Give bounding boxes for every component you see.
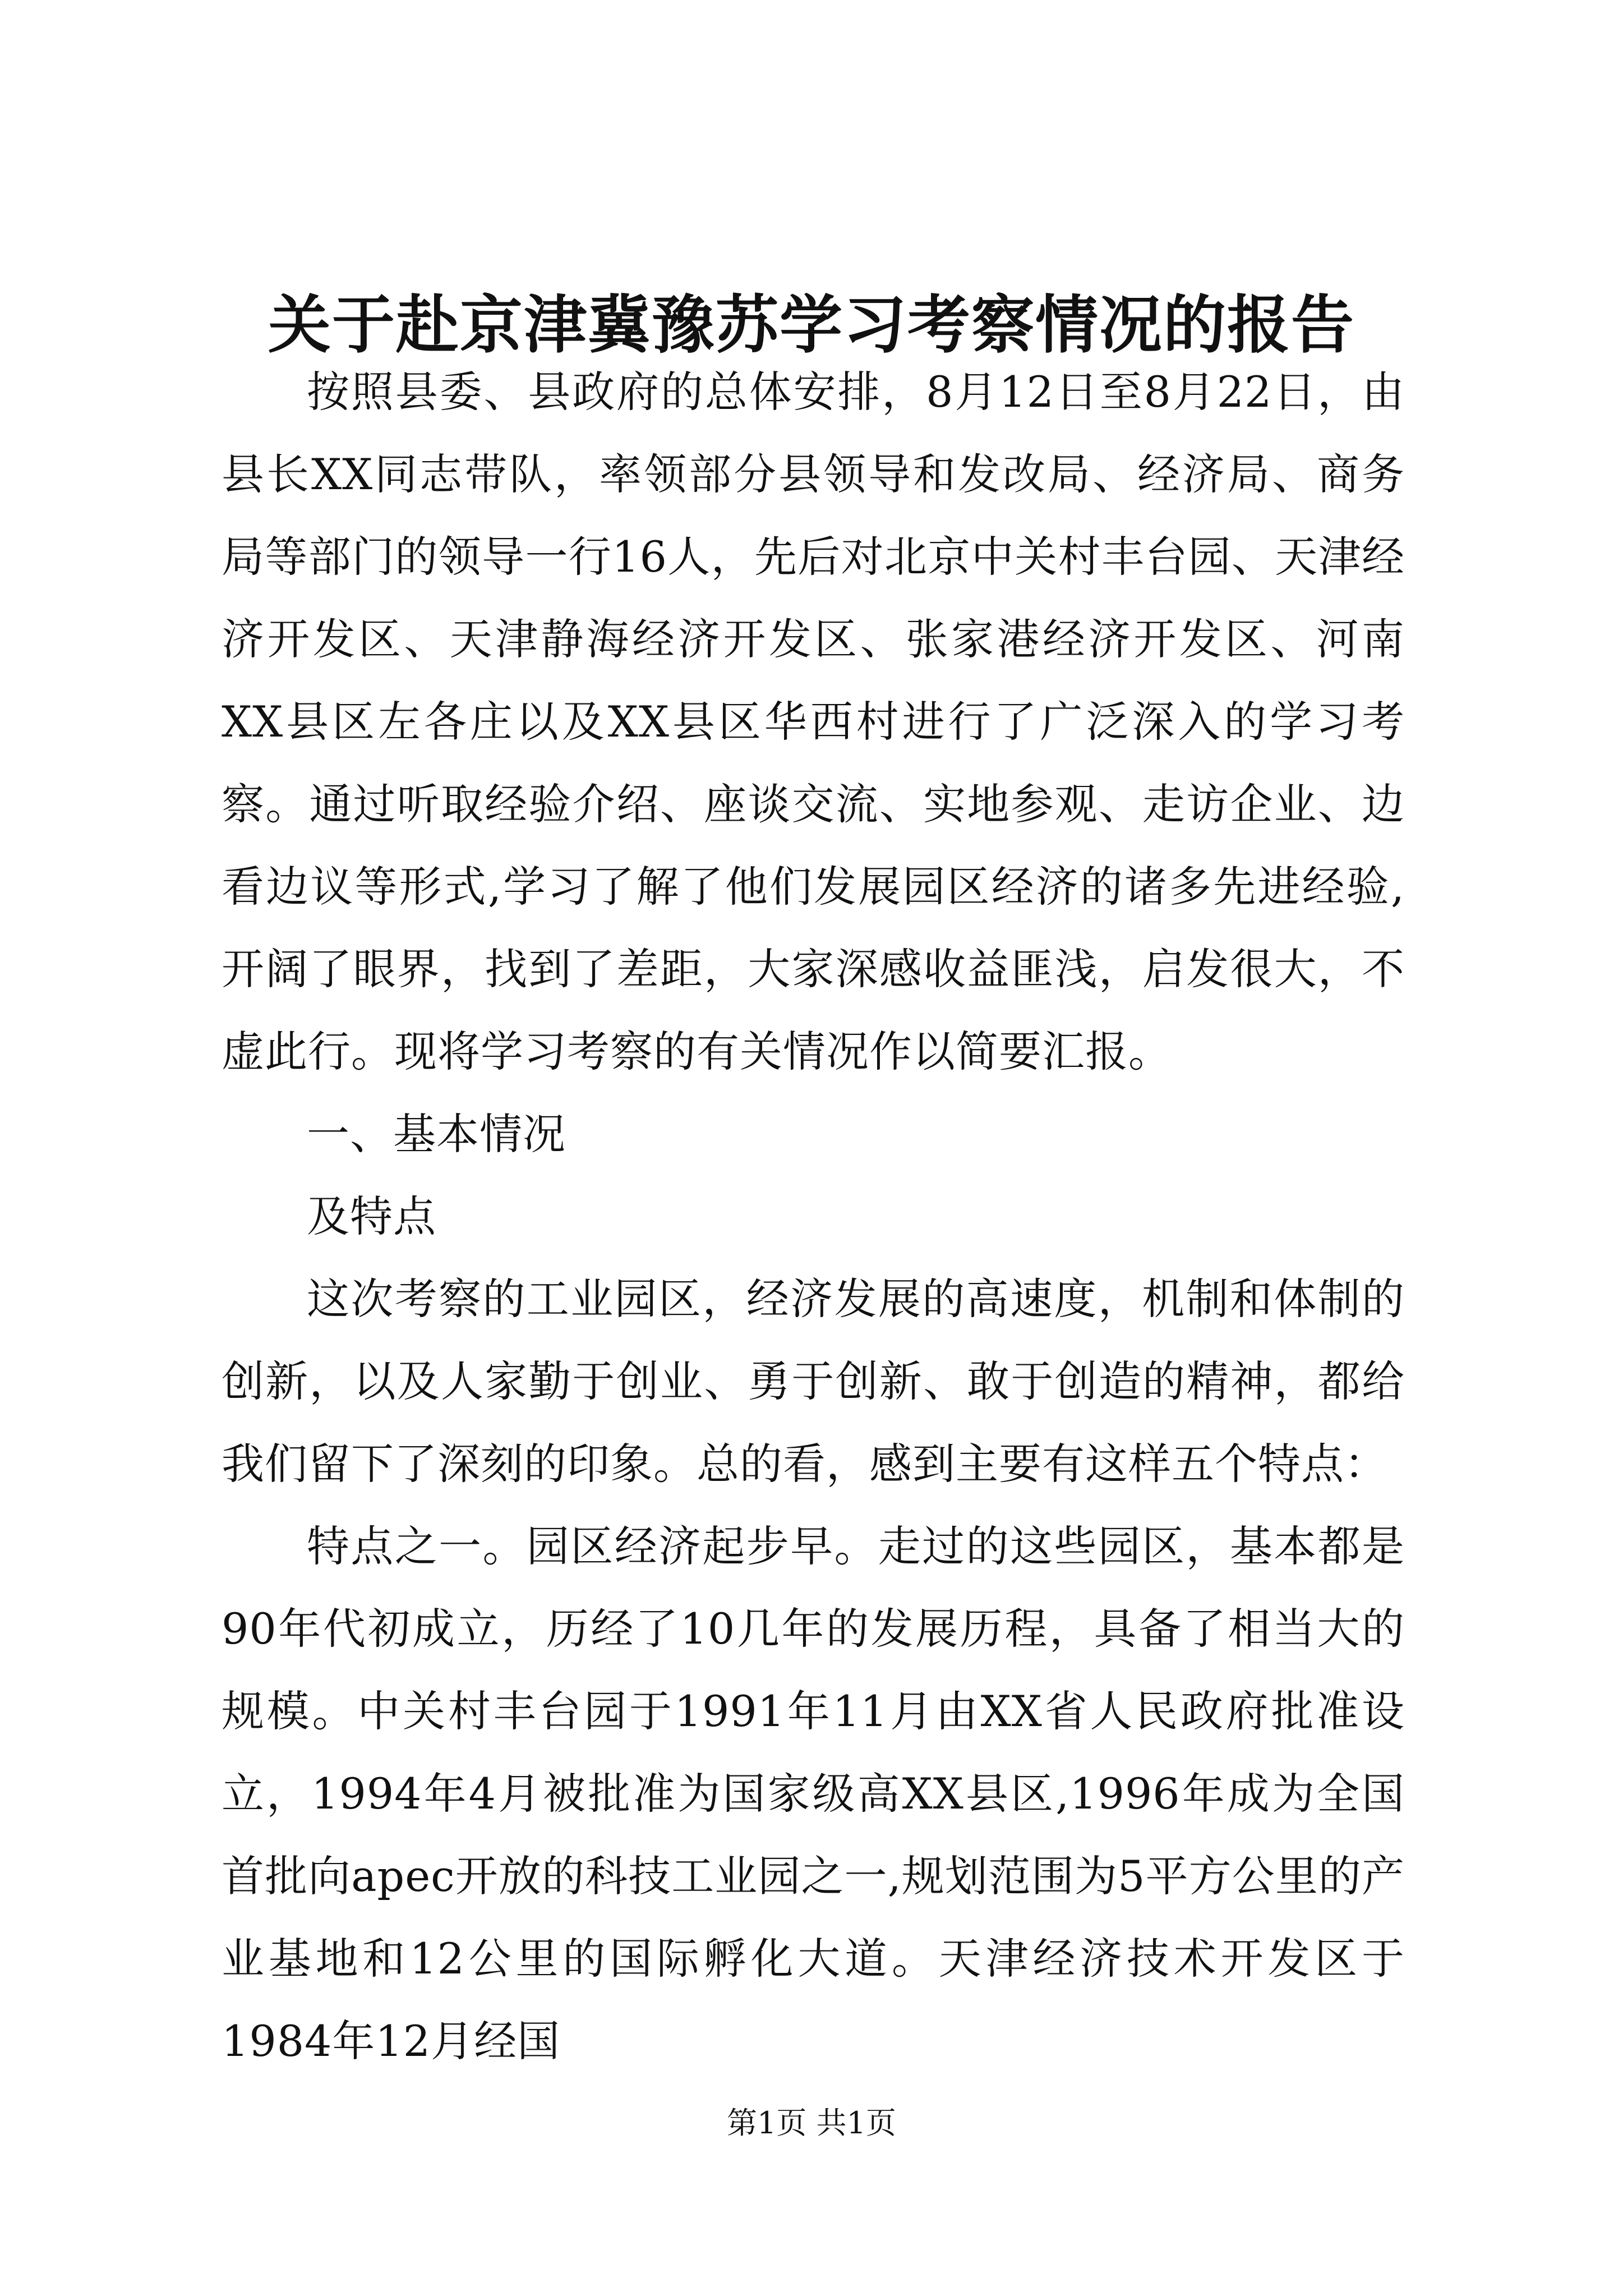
page-footer: 第1页 共1页 (727, 2105, 896, 2141)
section-heading-basic: 一、基本情况 (307, 1109, 566, 1159)
section-heading-features: 及特点 (307, 1191, 436, 1241)
paragraph-intro: 按照县委、县政府的总体安排，8月12日至8月22日，由县长XX同志带队，率领部分县领导和发改局、经济局、商务局等部门的领导一行16人，先后对北京中关村丰台园、天津经济开发区、天津静海经济开发区、张家港经济开发区、河南XX县区左各庄以及XX县区华西村进行了广泛深入的学习考察。通过听取经验介绍、座谈交流、实地参观、走访企业、边看边议等形式,学习了解了他们发展园区经济的诸多先进经验,开阔了眼界，找到了差距，大家深感收益匪浅，启发很大，不虚此行。现将学习考察的有关情况作以简要汇报。 (222, 367, 1405, 1076)
paragraph-feature-one: 特点之一。园区经济起步早。走过的这些园区，基本都是90年代初成立，历经了10几年的发展历程，具备了相当大的规模。中关村丰台园于1991年11月由XX省人民政府批准设立，1994年4月被批准为国家级高XX县区,1996年成为全国首批向apec开放的科技工业园之一,规划范围为5平方公里的产业基地和12公里的国际孵化大道。天津经济技术开发区于1984年12月经国 (222, 1521, 1405, 2066)
document-body (222, 351, 1405, 2082)
document-title: 关于赴京津冀豫苏学习考察情况的报告 (268, 288, 1355, 362)
paragraph-impression: 这次考察的工业园区，经济发展的高速度，机制和体制的创新，以及人家勤于创业、勇于创新、敢于创造的精神，都给我们留下了深刻的印象。总的看，感到主要有这样五个特点： (222, 1274, 1405, 1489)
